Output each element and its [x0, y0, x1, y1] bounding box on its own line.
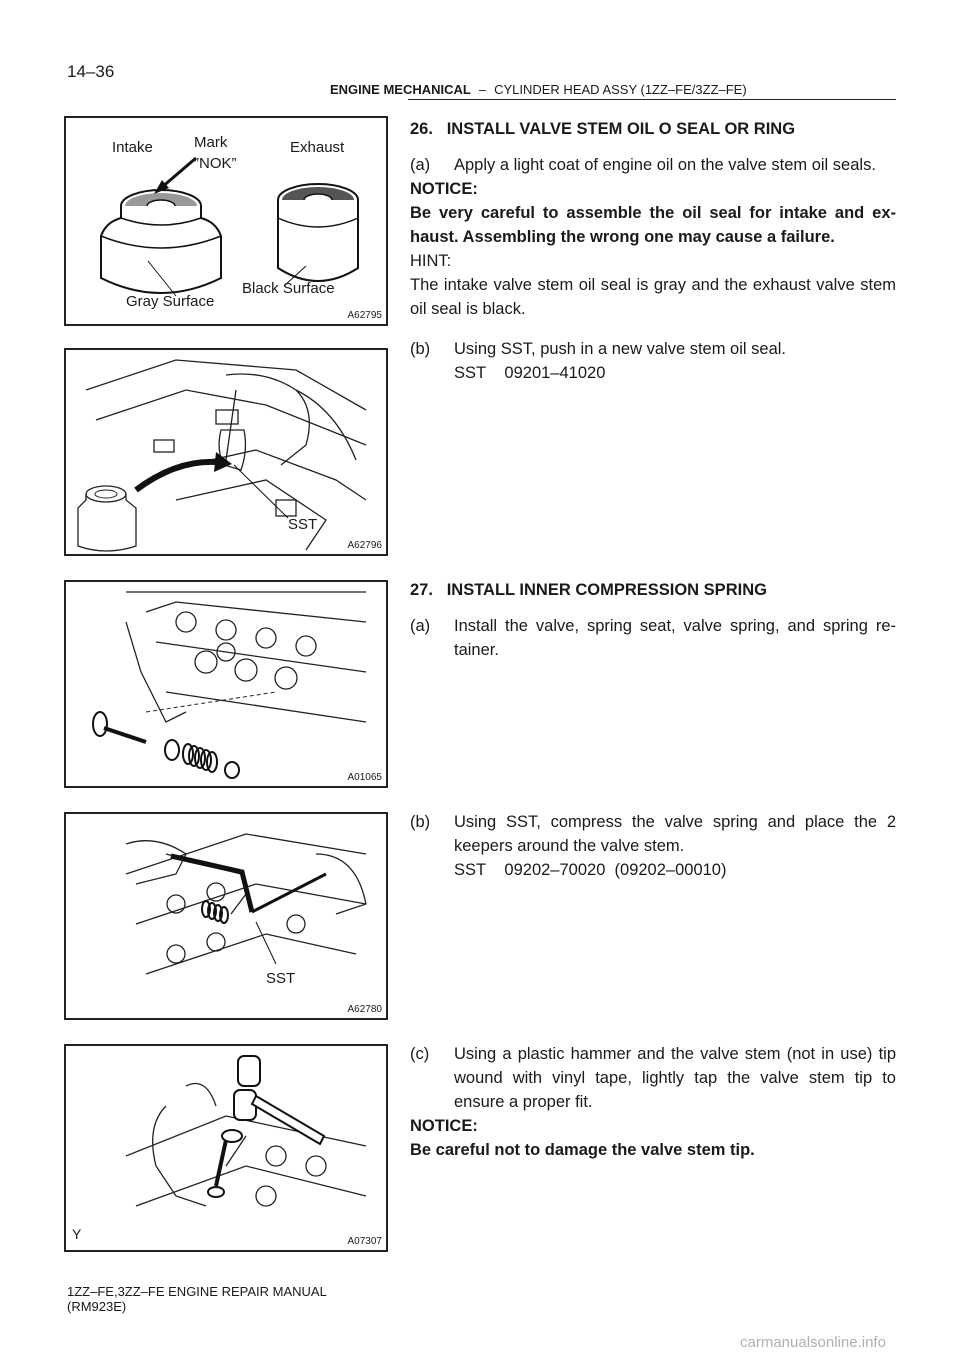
sst-number: SST 09201–41020	[454, 364, 606, 382]
step-text: Install the valve, spring seat, valve spring, and spring re-tainer.	[454, 617, 896, 659]
figure-code: A62795	[347, 310, 382, 321]
step-27	[410, 578, 896, 662]
step-marker: (b)	[410, 340, 431, 358]
label-exhaust: Exhaust	[290, 139, 345, 156]
manual-title: 1ZZ–FE,3ZZ–FE ENGINE REPAIR MANUAL	[67, 1284, 327, 1299]
hint-label: HINT:	[410, 252, 452, 270]
figure-code: A01065	[347, 772, 382, 783]
notice-label: NOTICE:	[410, 180, 478, 198]
manual-code: (RM923E)	[67, 1299, 127, 1314]
compress-spring-illustration	[66, 814, 386, 1018]
push-seal-illustration	[66, 350, 386, 554]
step-marker: (c)	[410, 1045, 430, 1063]
figure-oil-seals	[64, 116, 388, 326]
step-26b	[410, 337, 896, 361]
figure-valve-parts	[64, 580, 388, 788]
label-black-surface: Black Surface	[242, 280, 335, 297]
page-footer	[67, 1284, 327, 1314]
step-27b	[410, 810, 896, 882]
step-marker: (a)	[410, 156, 431, 174]
label-sst: SST	[266, 970, 296, 987]
header-rule	[408, 99, 896, 100]
valve-parts-illustration	[66, 582, 386, 786]
step-27a	[410, 614, 896, 662]
label-sst: SST	[288, 516, 318, 533]
step-26	[410, 117, 896, 385]
figure-push-seal	[64, 348, 388, 556]
figure-code: A07307	[347, 1236, 382, 1247]
step-text: Using SST, push in a new valve stem oil seal.	[454, 340, 786, 358]
label-nok: ”NOK”	[194, 155, 237, 172]
step-marker: (b)	[410, 813, 431, 831]
step-text: Using SST, compress the valve spring and place the 2 keepers around the valve stem.	[454, 813, 896, 855]
notice-text: Be very careful to assemble the oil seal for intake and ex-haust. Assembling the wrong one may cause a failure.	[410, 204, 896, 246]
page-number: 14–36	[67, 62, 115, 81]
notice-label: NOTICE:	[410, 1117, 478, 1135]
label-y: Y	[72, 1226, 82, 1242]
hint-text: The intake valve stem oil seal is gray and the exhaust valve stem oil seal is black.	[410, 276, 896, 318]
label-mark: Mark	[194, 134, 228, 151]
figure-plastic-hammer	[64, 1044, 388, 1252]
step-26a	[410, 153, 896, 177]
step-text: Apply a light coat of engine oil on the valve stem oil seals.	[454, 156, 876, 174]
step-text: Using a plastic hammer and the valve stem (not in use) tip wound with vinyl tape, lightly tap the valve stem tip to ensure a proper fit.	[454, 1045, 896, 1111]
label-gray-surface: Gray Surface	[126, 293, 215, 310]
section-title: ENGINE MECHANICAL	[330, 82, 471, 97]
step-26-title: 26. INSTALL VALVE STEM OIL O SEAL OR RING	[410, 120, 796, 138]
figure-code: A62780	[347, 1004, 382, 1015]
plastic-hammer-illustration	[66, 1046, 386, 1250]
step-marker: (a)	[410, 617, 431, 635]
label-intake: Intake	[112, 139, 153, 156]
step-27-title: 27. INSTALL INNER COMPRESSION SPRING	[410, 581, 767, 599]
figure-compress-spring	[64, 812, 388, 1020]
subsection-title: CYLINDER HEAD ASSY (1ZZ–FE/3ZZ–FE)	[494, 82, 747, 97]
notice-text: Be careful not to damage the valve stem tip.	[410, 1141, 755, 1159]
figure-code: A62796	[347, 540, 382, 551]
step-27c	[410, 1042, 896, 1162]
header-separator: –	[478, 82, 487, 97]
sst-number: SST 09202–70020 (09202–00010)	[454, 861, 727, 879]
page-header	[330, 82, 747, 97]
watermark: carmanualsonline.info	[740, 1334, 886, 1351]
